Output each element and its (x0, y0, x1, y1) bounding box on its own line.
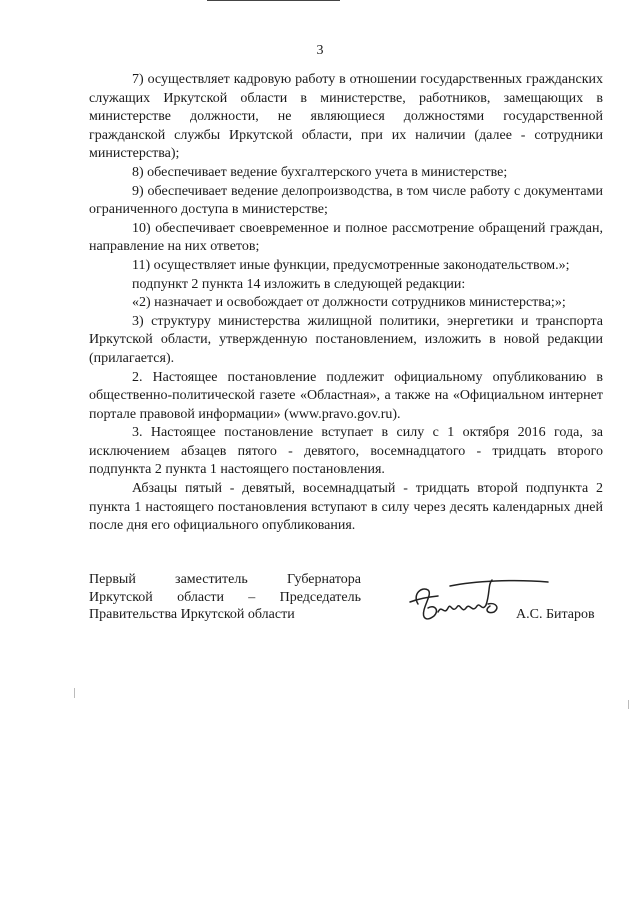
scan-artifact (628, 700, 629, 709)
paragraph-structure: 3) структуру министерства жилищной политики, энергетики и транспорта Иркутской области, утвержденную постановлением, изложить в новой редакции (прилагается). (89, 313, 603, 366)
handwritten-signature (404, 572, 554, 632)
paragraph-item-11: 11) осуществляет иные функции, предусмотренные законодательством.»; (132, 257, 570, 273)
scan-artifact (74, 688, 75, 698)
paragraph-item-7: 7) осуществляет кадровую работу в отношении государственных гражданских служащих Иркутской области в министерстве, работников, замещающих в министерстве должности, не являющиеся должностями государственной гражданской службы Иркутской области, при их наличии (далее - сотрудники министерства); (89, 72, 603, 162)
paragraph-item-2-quote: «2) назначает и освобождает от должности сотрудников министерства;»; (132, 295, 566, 311)
signatory-name: А.С. Битаров (516, 607, 595, 622)
header-rule (207, 0, 340, 1)
document-body (89, 71, 603, 536)
page-number: 3 (316, 43, 324, 58)
paragraph-exceptions: Абзацы пятый - девятый, восемнадцатый - тридцать второй подпункта 2 пункта 1 настоящего постановления вступают в силу через десять календарных дней после дня его официального опубликования. (89, 481, 603, 534)
signatory-title-line: Первый заместитель Губернатора (89, 572, 361, 587)
signatory-title-line: Иркутской области – Председатель (89, 589, 361, 605)
signatory-title (89, 571, 361, 624)
paragraph-item-9: 9) обеспечивает ведение делопроизводства, в том числе работу с документами ограниченного доступа в министерстве; (89, 183, 603, 218)
paragraph-amend-14: подпункт 2 пункта 14 изложить в следующей редакции: (132, 276, 466, 292)
paragraph-effective-date: 3. Настоящее постановление вступает в силу с 1 октября 2016 года, за исключением абзацев пятого - девятого, восемнадцатого - тридцать второго подпункта 2 пункта 1 настоящего постановления. (89, 425, 603, 478)
paragraph-publication: 2. Настоящее постановление подлежит официальному опубликованию в общественно-политической газете «Областная», а также на «Официальном интернет портале правовой информации» (www.pravo.gov.ru). (89, 369, 603, 422)
paragraph-item-8: 8) обеспечивает ведение бухгалтерского учета в министерстве; (132, 164, 508, 180)
signatory-title-line: Правительства Иркутской области (89, 607, 295, 622)
paragraph-item-10: 10) обеспечивает своевременное и полное рассмотрение обращений граждан, направление на них ответов; (89, 220, 603, 255)
